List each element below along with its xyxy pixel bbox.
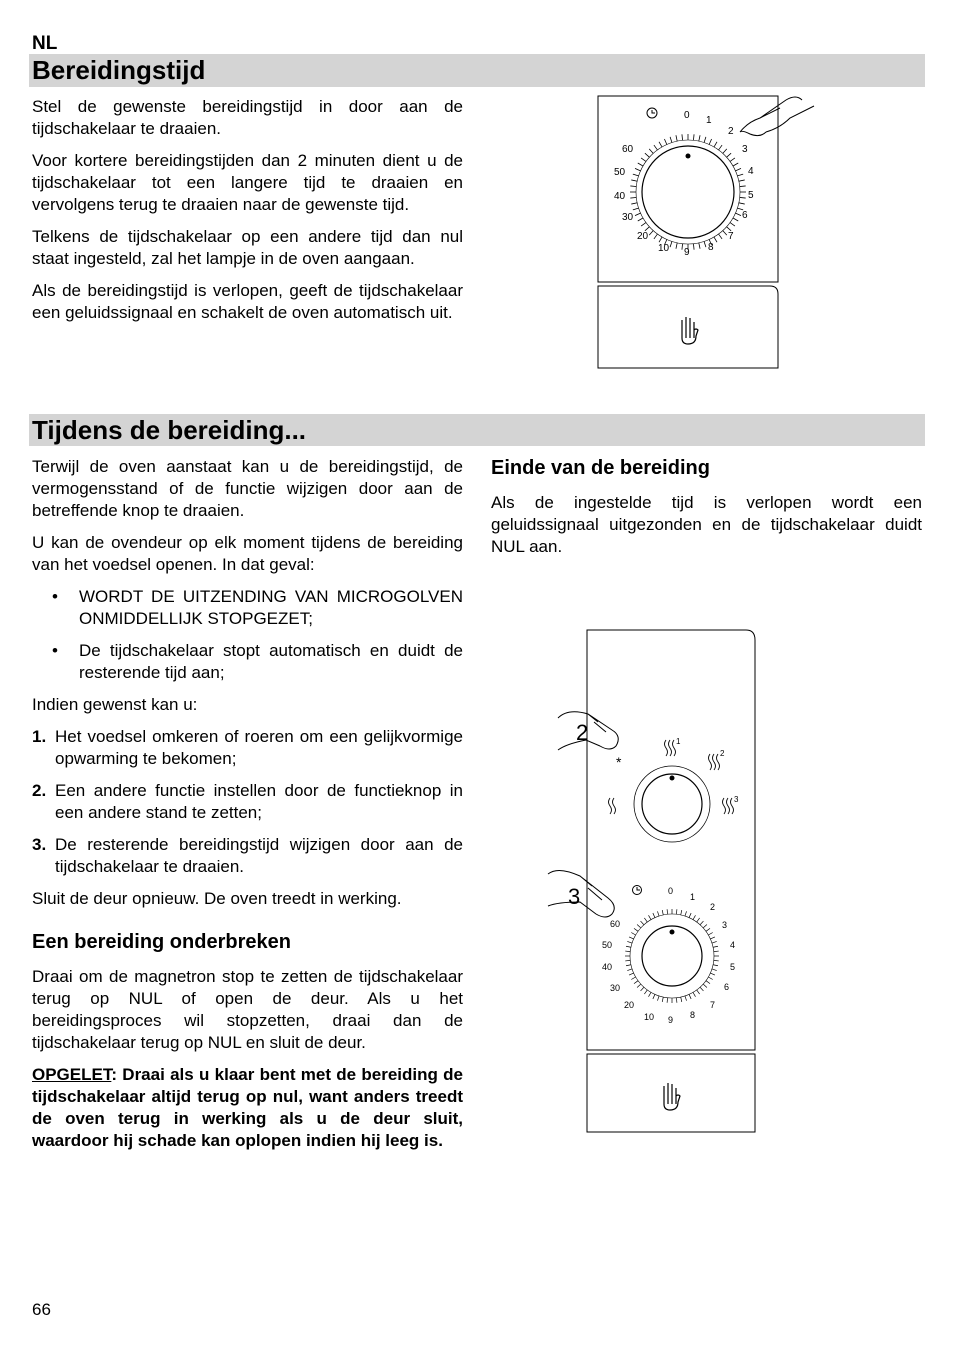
dial-tick bbox=[740, 197, 746, 198]
subheading: Een bereiding onderbreken bbox=[32, 931, 291, 953]
list-text: De resterende bereidingstijd wijzigen door aan de tijdschakelaar te draaien. bbox=[55, 835, 463, 876]
dial-tick bbox=[659, 142, 662, 147]
dial-tick bbox=[629, 973, 634, 975]
page-number: 66 bbox=[32, 1300, 51, 1319]
dial-tick bbox=[682, 244, 683, 250]
dial-tick bbox=[676, 909, 677, 914]
dial-tick bbox=[641, 987, 644, 991]
power-label: 2 bbox=[720, 749, 725, 758]
dial-tick bbox=[706, 981, 710, 984]
paragraph: Draai om de magnetron stop te zetten de tijdschakelaar terug op NUL of open de deur. Als u het bereidingsproces wil stopzetten, draai dan de tijdschakelaar terug op NUL en sluit de deur. bbox=[32, 967, 463, 1052]
timer-label: 5 bbox=[748, 190, 754, 201]
paragraph: Indien gewenst kan u: bbox=[32, 695, 198, 714]
section2-left-text bbox=[32, 456, 463, 1162]
timer-label: 10 bbox=[644, 1012, 655, 1022]
dial-tick bbox=[727, 153, 731, 157]
dial-tick bbox=[689, 913, 691, 918]
dial-tick bbox=[713, 965, 718, 966]
timer-label: 2 bbox=[710, 902, 716, 912]
dial-tick bbox=[637, 984, 641, 987]
list-number: 2. bbox=[32, 781, 47, 800]
section1-text bbox=[32, 96, 463, 334]
timer-label: 6 bbox=[724, 982, 730, 992]
dial-tick bbox=[641, 223, 646, 227]
power-label: 3 bbox=[734, 795, 739, 804]
timer-label: 20 bbox=[637, 231, 649, 242]
dial-tick bbox=[712, 969, 717, 971]
timer-label: 60 bbox=[610, 919, 621, 929]
timer-label: 40 bbox=[602, 962, 613, 972]
paragraph: U kan de ovendeur op elk moment tijdens de bereiding van het voedsel openen. In dat geval: bbox=[32, 533, 463, 574]
dial-tick bbox=[631, 977, 635, 980]
timer-label: 5 bbox=[730, 962, 736, 972]
timer-label: 8 bbox=[708, 242, 714, 253]
list-text: Het voedsel omkeren of roeren om een gelijkvormige opwarming te bekomen; bbox=[55, 727, 463, 768]
timer-label: 0 bbox=[684, 110, 690, 121]
paragraph: Telkens de tijdschakelaar op een andere tijd dan nul staat ingesteld, zal het lampje in de oven aangaan. bbox=[32, 227, 463, 268]
timer-label: 8 bbox=[690, 1010, 696, 1020]
dial-tick bbox=[697, 918, 700, 922]
list-item bbox=[32, 726, 463, 770]
section-title: Tijdens de bereiding... bbox=[32, 415, 307, 445]
section-header-bereidingstijd bbox=[29, 54, 925, 87]
dial-tick bbox=[704, 137, 706, 143]
hand-stop-icon bbox=[664, 1083, 680, 1110]
dial-tick bbox=[626, 965, 631, 966]
dial-tick bbox=[631, 933, 635, 936]
warning-text: : Draai als u klaar bent met de bereiding de tijdschakelaar altijd terug op nul, want anders treedt de oven terug in werking als u de deur sluit, waardoor hij schade kan oplopen indien hij leeg is. bbox=[32, 1065, 463, 1150]
timer-label: 7 bbox=[710, 1000, 716, 1010]
timer-label: 40 bbox=[614, 191, 626, 202]
timer-label: 9 bbox=[684, 247, 690, 258]
paragraph: Stel de gewenste bereidingstijd in door aan de tijdschakelaar te draaien. bbox=[32, 97, 463, 138]
dial-tick bbox=[670, 137, 672, 143]
dial-tick bbox=[737, 174, 743, 176]
timer-label: 0 bbox=[668, 886, 674, 896]
timer-label: 50 bbox=[602, 940, 613, 950]
list-number: 3. bbox=[32, 835, 47, 854]
timer-label: 20 bbox=[624, 1000, 635, 1010]
dial-tick bbox=[693, 992, 696, 996]
dial-tick bbox=[681, 910, 682, 915]
paragraph: Terwijl de oven aanstaat kan u de bereidingstijd, de vermogensstand of de functie wijzigen door aan de betreffende knop te draaien. bbox=[32, 457, 463, 520]
hand-stop-icon bbox=[682, 317, 698, 344]
dial-tick bbox=[634, 928, 638, 931]
dial-tick bbox=[685, 996, 687, 1001]
section2-right-text bbox=[491, 456, 922, 568]
timer-label: 10 bbox=[658, 243, 670, 254]
dial-tick bbox=[631, 203, 637, 204]
hand-pointer-icon bbox=[548, 870, 614, 917]
dial-tick bbox=[714, 951, 719, 952]
section-title: Bereidingstijd bbox=[32, 55, 206, 85]
dial-tick bbox=[730, 158, 735, 162]
timer-label: 1 bbox=[706, 115, 712, 126]
dial-tick bbox=[662, 910, 663, 915]
dial-tick bbox=[710, 973, 715, 975]
timer-label: 7 bbox=[728, 231, 734, 242]
dial-tick bbox=[633, 208, 639, 210]
list-text: Een andere functie instellen door de functieknop in een andere stand te zetten; bbox=[55, 781, 463, 822]
dial-tick bbox=[641, 921, 644, 925]
dial-tick bbox=[709, 139, 711, 144]
dial-tick bbox=[625, 960, 630, 961]
dial-tick bbox=[708, 977, 712, 980]
timer-label: 30 bbox=[622, 212, 634, 223]
dial-tick bbox=[689, 994, 691, 999]
dial-tick bbox=[644, 918, 647, 922]
dial-tick bbox=[681, 997, 682, 1002]
dial-tick bbox=[649, 992, 652, 996]
clock-icon bbox=[647, 108, 657, 118]
dial-tick bbox=[649, 915, 652, 919]
dial-tick bbox=[662, 997, 663, 1002]
list-item: • De tijdschakelaar stopt automatisch en duidt de resterende tijd aan; bbox=[32, 640, 463, 684]
dial-tick bbox=[710, 937, 715, 939]
clock-icon bbox=[633, 886, 642, 895]
numbered-list bbox=[32, 726, 463, 878]
dial-tick bbox=[706, 928, 710, 931]
dial-tick bbox=[736, 213, 741, 215]
step-number: 2 bbox=[576, 720, 589, 745]
dial-tick bbox=[699, 135, 700, 141]
dial-tick bbox=[629, 937, 634, 939]
dial-tick bbox=[712, 941, 717, 943]
control-panel-diagram bbox=[540, 626, 770, 1138]
dial-tick bbox=[714, 237, 717, 242]
dial-tick bbox=[733, 163, 738, 166]
dial-tick bbox=[634, 981, 638, 984]
timer-label: 6 bbox=[742, 210, 748, 221]
list-item: • WORDT DE UITZENDING VAN MICROGOLVEN ONMIDDELLIJK STOPGEZET; bbox=[32, 586, 463, 630]
dial-tick bbox=[627, 941, 632, 943]
dial-tick bbox=[667, 909, 668, 914]
dial-tick bbox=[635, 168, 640, 170]
dial-tick bbox=[625, 951, 630, 952]
dial-tick bbox=[676, 998, 677, 1003]
dial-tick bbox=[638, 218, 643, 221]
dial-tick bbox=[723, 149, 727, 153]
timer-label: 4 bbox=[730, 940, 736, 950]
dial-tick bbox=[664, 139, 666, 144]
timer-label: 3 bbox=[722, 920, 728, 930]
dial-tick bbox=[653, 913, 655, 918]
dial-tick bbox=[685, 911, 687, 916]
timer-label: 50 bbox=[614, 167, 626, 178]
dial-tick bbox=[670, 241, 672, 247]
dial-tick bbox=[635, 213, 640, 215]
timer-label: 30 bbox=[610, 983, 621, 993]
dial-tick bbox=[644, 990, 647, 994]
dial-tick bbox=[693, 244, 694, 250]
timer-knob-diagram bbox=[590, 92, 830, 374]
dial-tick bbox=[719, 145, 723, 150]
dial-tick bbox=[703, 925, 707, 928]
dial-tick bbox=[630, 186, 636, 187]
warning-paragraph bbox=[32, 1064, 463, 1152]
dial-tick bbox=[627, 969, 632, 971]
paragraph: Als de bereidingstijd is verlopen, geeft de tijdschakelaar een geluidssignaal en schakelt de oven automatisch uit. bbox=[32, 281, 463, 322]
list-item bbox=[32, 834, 463, 878]
dial-tick bbox=[714, 960, 719, 961]
dial-tick bbox=[736, 168, 741, 170]
paragraph: Voor kortere bereidingstijden dan 2 minuten dient u de tijdschakelaar tot een langere tijd te draaien en vervolgens terug te draaien naar de gewenste tijd. bbox=[32, 151, 463, 214]
dial-tick bbox=[630, 197, 636, 198]
warning-label: OPGELET bbox=[32, 1065, 112, 1084]
dial-tick bbox=[739, 203, 745, 204]
power-label: 1 bbox=[676, 737, 681, 746]
dial-tick bbox=[631, 180, 637, 181]
dial-tick bbox=[676, 243, 677, 249]
dial-tick bbox=[739, 180, 745, 181]
timer-label: 4 bbox=[748, 166, 754, 177]
dial-tick bbox=[653, 994, 655, 999]
dial-tick bbox=[704, 241, 706, 247]
dial-tick bbox=[700, 987, 703, 991]
hand-pointer-icon bbox=[740, 97, 814, 136]
dial-tick bbox=[723, 231, 727, 235]
subheading: Einde van de bereiding bbox=[491, 457, 710, 479]
dial-tick bbox=[719, 234, 723, 239]
dial-tick bbox=[641, 158, 646, 162]
dial-tick bbox=[659, 237, 662, 242]
defrost-icon: * bbox=[616, 754, 622, 770]
dial-tick bbox=[654, 145, 658, 150]
list-item bbox=[32, 780, 463, 824]
dial-tick bbox=[682, 134, 683, 140]
dial-tick bbox=[657, 996, 659, 1001]
dial-tick bbox=[714, 142, 717, 147]
dial-tick bbox=[676, 135, 677, 141]
dial-tick bbox=[693, 134, 694, 140]
dial-tick bbox=[733, 218, 738, 221]
dial-tick bbox=[649, 149, 653, 153]
timer-label: 9 bbox=[668, 1015, 674, 1025]
dial-tick bbox=[697, 990, 700, 994]
step-number: 3 bbox=[568, 884, 581, 909]
dial-tick bbox=[730, 223, 735, 227]
timer-label: 60 bbox=[622, 144, 634, 155]
dial-tick bbox=[708, 933, 712, 936]
dial-tick bbox=[699, 243, 700, 249]
dial-tick bbox=[693, 915, 696, 919]
dial-tick bbox=[740, 186, 746, 187]
paragraph: Sluit de deur opnieuw. De oven treedt in werking. bbox=[32, 889, 402, 908]
list-number: 1. bbox=[32, 727, 47, 746]
dial-tick bbox=[713, 946, 718, 947]
dial-tick bbox=[633, 174, 639, 176]
dial-tick bbox=[657, 911, 659, 916]
paragraph: Als de ingestelde tijd is verlopen wordt een geluidssignaal uitgezonden en de tijdschakelaar duidt NUL aan. bbox=[491, 493, 922, 556]
dial-tick bbox=[703, 984, 707, 987]
section-header-tijdens bbox=[29, 414, 925, 446]
dial-tick bbox=[638, 163, 643, 166]
language-code: NL bbox=[32, 33, 58, 54]
dial-tick bbox=[637, 925, 641, 928]
dial-tick bbox=[667, 998, 668, 1003]
dial-tick bbox=[654, 234, 658, 239]
bullet-list bbox=[32, 586, 463, 684]
dial-tick bbox=[700, 921, 703, 925]
timer-label: 2 bbox=[728, 126, 734, 137]
timer-label: 1 bbox=[690, 892, 696, 902]
dial-tick bbox=[645, 153, 649, 157]
dial-tick bbox=[649, 231, 653, 235]
timer-label: 3 bbox=[742, 144, 748, 155]
dial-tick bbox=[626, 946, 631, 947]
